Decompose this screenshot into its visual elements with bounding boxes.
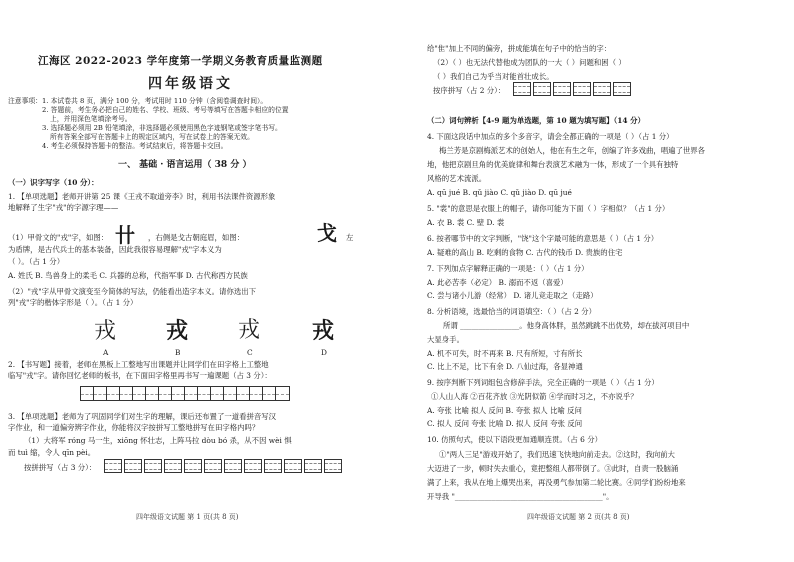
notes-line: 2. 答题前，考生务必把自己的姓名、学校、班级、考号等填写在答题卡相应的位置 [42, 106, 289, 114]
part-heading: （一）识字写字（10 分）： [8, 178, 99, 187]
page-footer: 四年级语文试题 第 2 页(共 8 页) [527, 513, 630, 521]
q1-2-text: 列"戎"字的楷体字形是（ ）。（占 1 分） [8, 298, 138, 307]
q4-text: 风格的艺术流派。 [427, 174, 487, 183]
q4-text: 梅兰芳是京剧梅派艺术的创始人，他在有生之年，创编了许多戏曲，唱遍了世界各 [439, 146, 706, 155]
notes-line: 注意事项：1. 本试卷共 8 页，满分 100 分，考试用时 110 分钟（含阅卷调查时间）。 [8, 97, 268, 105]
q10-passage: 满了上来，我从在地上爆哭出来，再没勇气参加第二轮比赛。④同学们纷纷地来 [427, 478, 686, 487]
q10-passage: 大迈进了一步，顿时失去重心，竟把整组人都带倒了。③此时，自责一股脑涌 [427, 464, 679, 473]
q8-options[interactable]: C. 比上不足，比下有余 D. 八仙过海，各显神通 [427, 362, 583, 371]
page-footer: 四年级语文试题 第 1 页(共 8 页) [136, 513, 239, 521]
q1-text: 1. 【单项选题】老师开讲第 25 课《王戎不取道旁李》时，利用书法课件资源形象 [8, 192, 276, 201]
q10-text: 10. 仿照句式，使以下语段更加通顺连贯。（占 6 分） [427, 435, 603, 444]
q4-options[interactable]: A. qū jué B. qǔ jiào C. qǔ jiào D. qū jué [427, 188, 572, 197]
q2-text: 2. 【书写题】接着，老师在黑板上工整地写出课题并让同学们在田字格上工整地 [8, 360, 269, 369]
oracle-glyph-left: 卄 [115, 223, 135, 247]
glyph-label: D [321, 348, 327, 357]
glyph-label: A [103, 348, 109, 357]
q4-text: 4. 下面这段话中加点的多个多音字，请会全都正确的一项是（ ）（占 1 分） [427, 132, 674, 141]
q8-passage: 大显身手。 [427, 335, 464, 344]
q1-2-text: （2）"戎"字从甲骨文演变至今简体的写法，仍能看出造字本义。请你选出下 [8, 287, 257, 296]
q4-text: 地，他把京剧旦角的优美旋律和舞台表演艺术融为一体，形成了一个具有独特 [427, 160, 679, 169]
q1-1-text: （1）甲骨文的"戎"字，如图： [8, 233, 109, 242]
q9-text: 9. 按序判断下列词组包含修辞手法，完全正确的一项是（ ）（占 1 分） [427, 378, 659, 387]
tianzige-grid[interactable] [80, 386, 290, 401]
section-heading: 一、 基础 · 语言运用（ 38 分 ） [118, 160, 252, 170]
q10-answer-line[interactable]: 开导我 "________________________________________"。 [427, 492, 614, 501]
q1-1-text: 左 [346, 233, 354, 242]
q3-2-text: （2）（ ）也无法代替他成为团队的一大（ ）问题和困（ ） [433, 58, 626, 67]
q3-text: 而 tuì 缩，令人 qīn pèi。 [8, 448, 96, 457]
q8-options[interactable]: A. 机不可失，时不再来 B. 尺有所短，寸有所长 [427, 349, 583, 358]
q2-text: 临写"戎"字。请你回忆老师的板书，在下面田字格里再书写一遍课题（占 3 分）： [8, 371, 272, 380]
q3-text: 字作业，和一道偏旁辨字作业，你能将汉字按拼写工整地拼写在田字格内吗？ [8, 423, 260, 432]
notes-line: 3. 选择题必须用 2B 铅笔填涂，非选择题必须使用黑色字迹钢笔或签字笔书写。 [42, 124, 282, 132]
pinyin-boxes[interactable] [104, 459, 344, 473]
q8-text: 8. 分析语境，选最恰当的词语填空：（ ）（占 2 分） [427, 307, 596, 316]
q6-text: 6. 按者哪节中的文字判断，"饶"这个字最可能的意思是（ ）（占 1 分） [427, 234, 659, 243]
q1-text: 地解释了生字"戎"的字源字理—— [8, 203, 119, 212]
q5-options[interactable]: A. 衣 B. 裳 C. 壁 D. 裳 [427, 218, 505, 227]
pinyin-label: 按拼拼写（占 3 分）： [24, 463, 97, 472]
part-heading: （二）词句辨析【4-9 题为单选题，第 10 题为填写题】（14 分） [427, 116, 645, 125]
q9-options[interactable]: A. 夸张 比喻 拟人 反问 B. 夸张 拟人 比喻 反问 [427, 406, 582, 415]
glyph-option-d[interactable]: 戎 [311, 318, 334, 344]
glyph-option-c[interactable]: 戎 [237, 318, 260, 343]
q7-text: 7. 下列加点字解释正确的一项是：（ ）（占 1 分） [427, 264, 589, 273]
oracle-glyph-right: 戈 [317, 221, 337, 245]
q3-2-text: 给"隹"加上不同的偏旁，拼成能填在句子中的恰当的字： [427, 44, 612, 53]
q8-passage: 所谓 ________________。他身高体胖，虽然跳跳不出优势，却在拔河项目中 [443, 321, 690, 330]
q3-text: 3. 【单项选题】老师为了巩固同学们对生字的理解，课后还布置了一道看拼音写汉 [8, 412, 277, 421]
glyph-option-a[interactable]: 戎 [93, 319, 116, 344]
glyph-option-b[interactable]: 戎 [165, 318, 188, 344]
q9-items: ①人山人海 ②百花齐放 ③光阴似箭 ④学而时习之，不亦说乎？ [431, 392, 638, 401]
exam-title: 江海区 2022-2023 学年度第一学期义务教育质量监测题 [38, 55, 323, 67]
q6-options[interactable]: A. 疑难的高山 B. 吃剩的食物 C. 古代的钱币 D. 贵族的住宅 [427, 248, 623, 257]
notes-line: 所有答案全部写在答题卡上的规定区域内，写在试卷上的答案无效。 [50, 133, 254, 141]
q3-text: （1）大将军 róng 马一生，xiōng 怀壮志，上阵马拉 dòu bó 杀，从不因 wèi 惧 [24, 436, 292, 445]
q7-options[interactable]: C. 尝与诸小儿游（经常） D. 诸儿竞走取之（走路） [427, 291, 598, 300]
q3-2-text: （ ）我们自己为乎当对能首壮成长。 [433, 72, 554, 81]
pinyin-boxes[interactable] [513, 82, 633, 96]
glyph-label: B [175, 348, 181, 357]
q5-text: 5. "裳"的意思是衣服上的帽子，请你可能为下面（ ）字相似？（占 1 分） [427, 204, 670, 213]
q9-options[interactable]: C. 拟人 反问 夸张 比喻 D. 拟人 反问 夸张 反问 [427, 419, 583, 428]
q1-1-options[interactable]: A. 姓氏 B. 鸟兽身上的柔毛 C. 兵器的总称，代指军事 D. 古代称西方民族 [8, 271, 248, 280]
glyph-label: C [247, 348, 253, 357]
q1-1-text: ，右侧是戈古朝庭眉，如图： [148, 233, 245, 242]
right-page [397, 0, 794, 562]
notes-line: 上，并用深色笔填涂考号。 [50, 115, 132, 123]
q7-options[interactable]: A. 此必苦李（必定） B. 溺而不返（喜爱） [427, 278, 568, 287]
pinyin-label: 按序拼写（占 2 分）： [433, 86, 506, 95]
notes-line: 4. 考生必须保持答题卡的整洁。考试结束后，将答题卡交回。 [42, 142, 228, 150]
q10-passage: ①"两人三足"游戏开始了，我们迅速飞快地向前走去。②这时，我向前大 [439, 450, 675, 459]
exam-subtitle: 四年级语文 [148, 76, 233, 92]
q1-1-text: 为盾牌，是古代兵士的基本装备，因此我很容易理解"戎"字本义为 [8, 245, 222, 254]
q1-1-text: （ ）。（占 1 分） [8, 257, 65, 266]
